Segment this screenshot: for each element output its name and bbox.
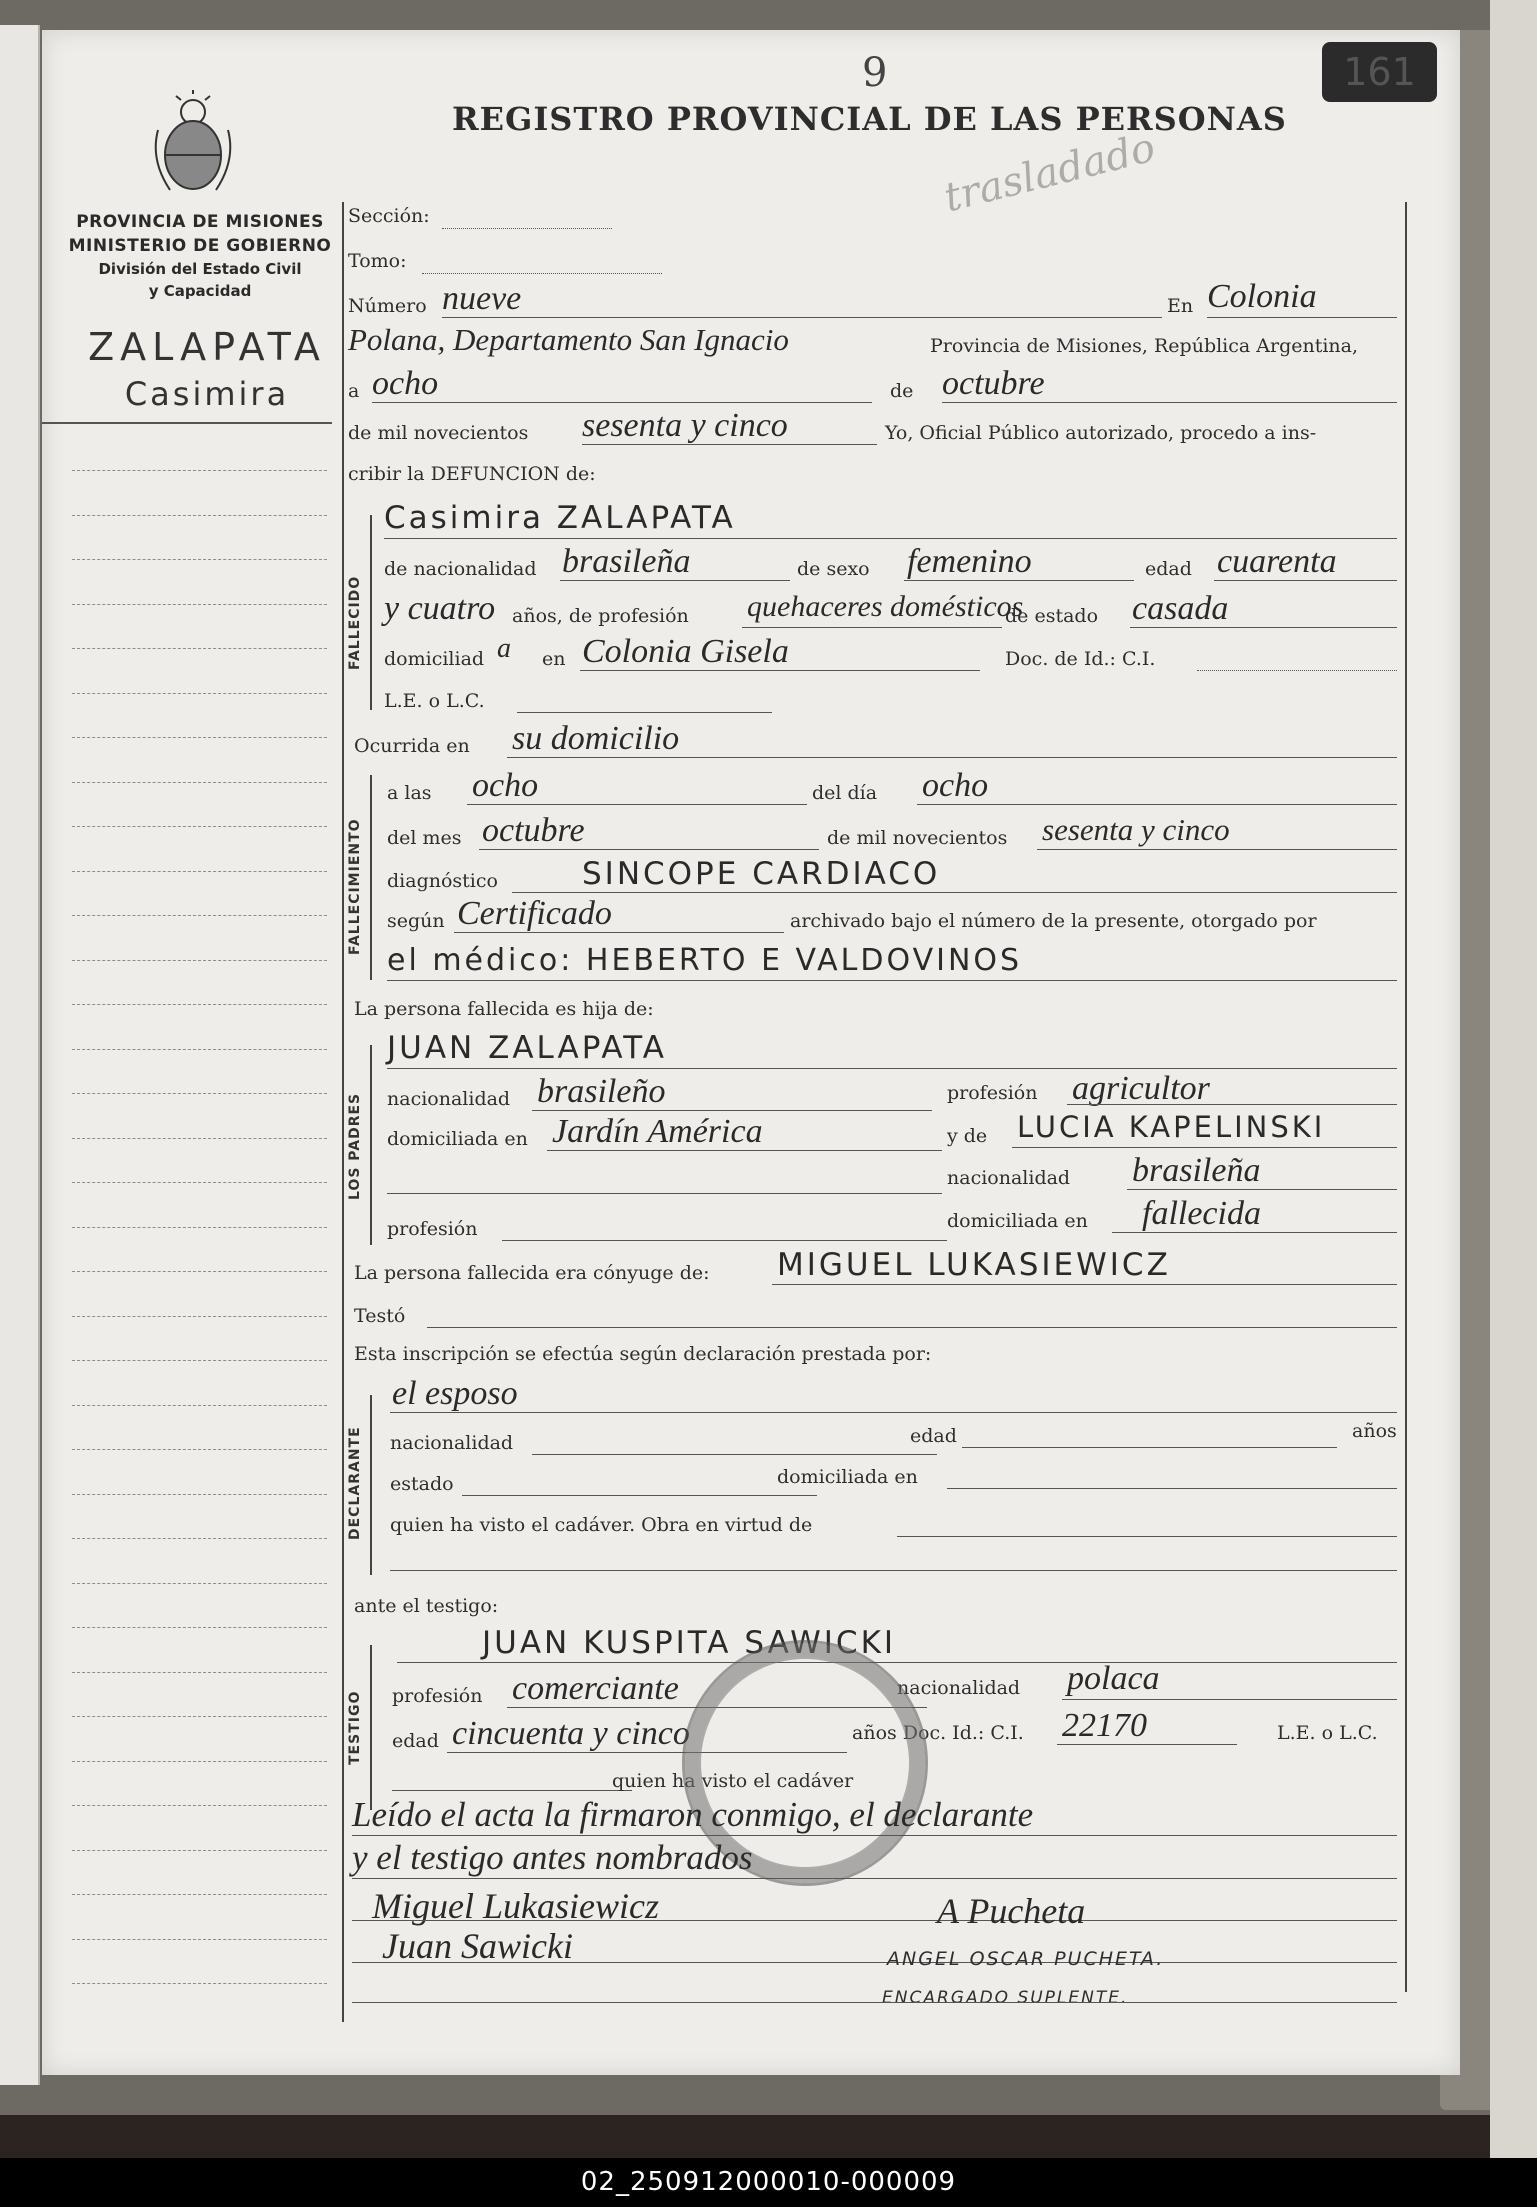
label-tomo: Tomo: (348, 250, 407, 272)
margin-note-line (72, 1405, 327, 1406)
label-inscripcion: Esta inscripción se efectúa según declaración prestada por: (354, 1343, 932, 1365)
margin-note-line (72, 737, 327, 738)
label-y-de: y de (947, 1125, 988, 1147)
tomo-line (422, 273, 662, 274)
margin-note-line (72, 1227, 327, 1228)
label-seccion: Sección: (348, 205, 430, 227)
label-provincia: Provincia de Misiones, República Argentina, (930, 335, 1359, 357)
background-right (1490, 0, 1537, 2207)
issuer-province: PROVINCIA DE MISIONES (76, 212, 324, 232)
label-del-mes: del mes (387, 827, 462, 849)
padre-profesion-line (1067, 1104, 1397, 1105)
declarante-line (390, 1412, 1397, 1413)
anio-line (582, 444, 877, 445)
margin-surname: ZALAPATA (88, 325, 326, 369)
declarante-nacionalidad-line (532, 1454, 937, 1455)
label-conyuge: La persona fallecida era cónyuge de: (354, 1262, 710, 1284)
margin-note-line (72, 648, 327, 649)
issuer-ministry: MINISTERIO DE GOBIERNO (68, 236, 332, 256)
value-diagnostico: SINCOPE CARDIACO (582, 856, 941, 892)
margin-note-line (72, 1494, 327, 1495)
label-le-lc2: L.E. o L.C. (1277, 1722, 1378, 1744)
del-dia-line (917, 804, 1397, 805)
page-title: REGISTRO PROVINCIAL DE LAS PERSONAS (452, 100, 1287, 138)
madre-line (1012, 1147, 1397, 1148)
value-oficial-nombre: ANGEL OSCAR PUCHETA. (887, 1948, 1165, 1970)
de-line (942, 402, 1397, 403)
value-testigo-ci: 22170 (1062, 1707, 1147, 1744)
margin-note-line (72, 1049, 327, 1050)
margin-note-line (72, 1672, 327, 1673)
page-number: 9 (862, 50, 888, 96)
label-cribir: cribir la DEFUNCION de: (348, 463, 596, 485)
label-segun: según (387, 910, 445, 932)
margin-rule (42, 422, 332, 424)
label-a-las: a las (387, 782, 432, 804)
value-oficial-cargo: ENCARGADO SUPLENTE. (882, 1988, 1129, 2008)
label-madre-nacionalidad: nacionalidad (947, 1167, 1071, 1189)
a-line (372, 402, 872, 403)
margin-note-line (72, 1583, 327, 1584)
value-testigo-nacionalidad: polaca (1067, 1660, 1160, 1697)
margin-note-line (72, 1138, 327, 1139)
margin-note-line (72, 470, 327, 471)
testigo-ci-line (1057, 1744, 1237, 1745)
margin-note-line (72, 826, 327, 827)
label-ante-testigo: ante el testigo: (354, 1595, 499, 1617)
label-quien-visto: quien ha visto el cadáver. Obra en virtud de (390, 1514, 813, 1536)
label-numero: Número (348, 295, 427, 317)
label-del-dia: del día (812, 782, 878, 804)
anio2-line (1037, 849, 1397, 850)
margin-note-line (72, 559, 327, 560)
declarante-edad-line (962, 1447, 1337, 1448)
label-declarante-edad: edad (910, 1425, 957, 1447)
value-cierre2: y el testigo antes nombrados (352, 1838, 753, 1877)
margin-note-line (72, 1939, 327, 1940)
label-ocurrida-en: Ocurrida en (354, 735, 470, 757)
madre-domicilio-line (1112, 1232, 1397, 1233)
testigo-bracket (370, 1645, 372, 1810)
title-annotation: trasladado (939, 124, 1160, 222)
signature-oficial: A Pucheta (937, 1891, 1086, 1931)
signature-declarante: Miguel Lukasiewicz (372, 1886, 659, 1926)
label-declarante-anos: años (1352, 1420, 1397, 1442)
value-estado: casada (1132, 590, 1229, 627)
value-madre-nacionalidad: brasileña (1132, 1152, 1261, 1189)
padre-line (387, 1068, 1397, 1069)
margin-note-line (72, 1449, 327, 1450)
value-a-las: ocho (472, 767, 539, 804)
margin-note-line (72, 1627, 327, 1628)
domicilio-line (580, 670, 980, 671)
margin-note-line (72, 1761, 327, 1762)
segun-line (454, 932, 784, 933)
value-domicilio: Colonia Gisela (582, 633, 789, 670)
column-divider (342, 202, 344, 2022)
sexo-line (904, 580, 1134, 581)
label-en2: en (542, 648, 566, 670)
label-de-sexo: de sexo (797, 558, 870, 580)
doc-id-line (1197, 670, 1397, 671)
label-madre-domiciliada: domiciliada en (947, 1210, 1088, 1232)
value-lugar: Polana, Departamento San Ignacio (348, 322, 789, 357)
label-de: de (890, 380, 914, 402)
label-de-mil: de mil novecientos (348, 422, 529, 444)
value-edad: cuarenta (1217, 543, 1337, 580)
value-del-dia: ocho (922, 767, 989, 804)
issuer-division-cont: y Capacidad (148, 282, 252, 300)
value-testigo: JUAN KUSPITA SAWICKI (482, 1625, 897, 1661)
value-padre: JUAN ZALAPATA (387, 1030, 667, 1066)
label-padre-domiciliada: domiciliada en (387, 1128, 528, 1150)
testigo-nacionalidad-line (1062, 1699, 1397, 1700)
right-border (1405, 202, 1407, 1992)
value-madre: LUCIA KAPELINSKI (1017, 1110, 1326, 1144)
label-archivado: archivado bajo el número de la presente, otorgado por (790, 910, 1317, 932)
value-madre-domicilio: fallecida (1142, 1195, 1261, 1232)
previous-page-edge (0, 25, 40, 2085)
edad-line (1214, 580, 1397, 581)
label-le-lc: L.E. o L.C. (384, 690, 485, 712)
padres-bracket (370, 1045, 372, 1245)
value-domicilio-sufijo: a (497, 633, 511, 664)
declarante-extra-line (390, 1570, 1397, 1571)
side-label-fallecimiento: FALLECIMIENTO (347, 818, 363, 955)
label-testigo-profesion: profesión (392, 1685, 483, 1707)
value-padre-domicilio: Jardín América (552, 1113, 763, 1150)
margin-note-line (72, 693, 327, 694)
signature-testigo: Juan Sawicki (382, 1926, 573, 1966)
testigo-line (397, 1662, 1397, 1663)
value-declarante: el esposo (392, 1375, 518, 1412)
margin-note-line (72, 1004, 327, 1005)
firma-line-3 (352, 2002, 1397, 2003)
value-profesion: quehaceres domésticos (747, 590, 1024, 623)
margin-note-line (72, 515, 327, 516)
margin-note-line (72, 1182, 327, 1183)
margin-note-line (72, 1805, 327, 1806)
label-padre-nacionalidad: nacionalidad (387, 1088, 511, 1110)
value-medico: el médico: HEBERTO E VALDOVINOS (387, 943, 1023, 978)
margin-note-line (72, 1894, 327, 1895)
label-de-nacionalidad: de nacionalidad (384, 558, 537, 580)
nacionalidad-line (560, 580, 790, 581)
value-testigo-edad: cincuenta y cinco (452, 1715, 690, 1752)
obra-virtud-line (897, 1536, 1397, 1537)
numero-line (442, 317, 1162, 318)
value-en: Colonia (1207, 278, 1317, 315)
margin-note-line (72, 1538, 327, 1539)
side-label-declarante: DECLARANTE (347, 1426, 363, 1540)
label-anos-profesion: años, de profesión (512, 605, 689, 627)
margin-note-line (72, 1850, 327, 1851)
en-line (1207, 317, 1397, 318)
padre-domicilio-line (547, 1150, 942, 1151)
margin-note-line (72, 960, 327, 961)
label-domiciliado: domiciliad (384, 648, 485, 670)
testigo-doc-line (392, 1790, 632, 1791)
label-de-mil2: de mil novecientos (827, 827, 1008, 849)
cierre1-line (352, 1835, 1397, 1836)
coat-of-arms-icon (150, 90, 236, 200)
madre-profesion-line (502, 1240, 947, 1241)
margin-note-line (72, 1093, 327, 1094)
value-testigo-profesion: comerciante (512, 1670, 679, 1707)
label-doc-id: Doc. de Id.: C.I. (1005, 648, 1156, 670)
label-en: En (1167, 295, 1194, 317)
cierre2-line (352, 1878, 1397, 1879)
conyuge-line (772, 1284, 1397, 1285)
value-nacionalidad: brasileña (562, 543, 691, 580)
label-quien-ha-visto: quien ha visto el cadáver (612, 1770, 854, 1792)
margin-note-line (72, 1316, 327, 1317)
declarante-estado-line (462, 1495, 817, 1496)
label-declarante-estado: estado (390, 1473, 454, 1495)
label-madre-profesion: profesión (387, 1218, 478, 1240)
fallecido-line (384, 538, 1397, 539)
label-declarante-domiciliada: domiciliada en (777, 1466, 918, 1488)
margin-given-name: Casimira (124, 375, 290, 413)
ocurrida-line (507, 757, 1397, 758)
margin-note-line (72, 604, 327, 605)
value-a: ocho (372, 365, 439, 402)
margin-note-line (72, 1271, 327, 1272)
medico-line (387, 980, 1397, 981)
label-testigo-edad: edad (392, 1730, 439, 1752)
value-fallecido-nombre: Casimira ZALAPATA (384, 500, 736, 536)
value-sexo: femenino (907, 543, 1032, 580)
value-numero: nueve (442, 280, 522, 317)
padre-nacionalidad-line (532, 1110, 932, 1111)
value-segun: Certificado (457, 895, 612, 932)
madre-nacionalidad-line (1127, 1189, 1397, 1190)
value-anio2: sesenta y cinco (1042, 812, 1230, 847)
label-anos-doc: años Doc. Id.: C.I. (852, 1722, 1024, 1744)
issuer-division: División del Estado Civil (98, 260, 302, 278)
margin-note-line (72, 915, 327, 916)
label-declarante-nacionalidad: nacionalidad (390, 1432, 514, 1454)
value-edad2: y cuatro (384, 590, 496, 627)
fallecido-bracket (370, 515, 372, 710)
value-de-mes: octubre (942, 365, 1045, 402)
side-label-testigo: TESTIGO (347, 1690, 363, 1765)
register-page (42, 30, 1460, 2075)
margin-note-line (72, 1716, 327, 1717)
le-lc-line (517, 712, 772, 713)
value-padre-nacionalidad: brasileño (537, 1073, 666, 1110)
margin-note-line (72, 782, 327, 783)
label-edad: edad (1145, 558, 1192, 580)
firma-line-1 (352, 1920, 1397, 1921)
diagnostico-line (512, 892, 1397, 893)
stamp-number: 161 (1322, 42, 1437, 102)
value-padre-profesion: agricultor (1072, 1070, 1210, 1107)
fallecimiento-bracket (370, 775, 372, 980)
estado-line (1130, 627, 1397, 628)
margin-note-line (72, 871, 327, 872)
value-anio: sesenta y cinco (582, 407, 788, 444)
value-del-mes: octubre (482, 812, 585, 849)
value-ocurrida-en: su domicilio (512, 720, 680, 757)
testo-line (427, 1327, 1397, 1328)
madre-blank-line (387, 1193, 942, 1194)
margin-note-line (72, 1360, 327, 1361)
issuer-header (50, 210, 350, 302)
profesion-line (742, 627, 1002, 628)
value-conyuge: MIGUEL LUKASIEWICZ (777, 1247, 1171, 1283)
value-cierre1: Leído el acta la firmaron conmigo, el declarante (352, 1795, 1034, 1834)
label-testigo-nacionalidad: nacionalidad (897, 1677, 1021, 1699)
side-label-padres: LOS PADRES (347, 1092, 363, 1200)
label-a: a (348, 380, 360, 402)
margin-note-line (72, 1983, 327, 1984)
label-diagnostico: diagnóstico (387, 870, 498, 892)
image-caption: 02_250912000010-000009 (0, 2158, 1537, 2207)
label-hija-de: La persona fallecida es hija de: (354, 998, 654, 1020)
a-las-line (467, 804, 807, 805)
declarante-domicilio-line (947, 1488, 1397, 1489)
firma-line-2 (352, 1962, 1397, 1963)
side-label-fallecido: FALLECIDO (347, 575, 363, 670)
label-testo: Testó (354, 1305, 406, 1327)
label-de-estado: de estado (1005, 605, 1099, 627)
seccion-line (442, 228, 612, 229)
declarante-bracket (370, 1395, 372, 1575)
del-mes-line (479, 849, 819, 850)
label-yo-oficial: Yo, Oficial Público autorizado, procedo a ins- (885, 422, 1317, 444)
label-padre-profesion: profesión (947, 1082, 1038, 1104)
